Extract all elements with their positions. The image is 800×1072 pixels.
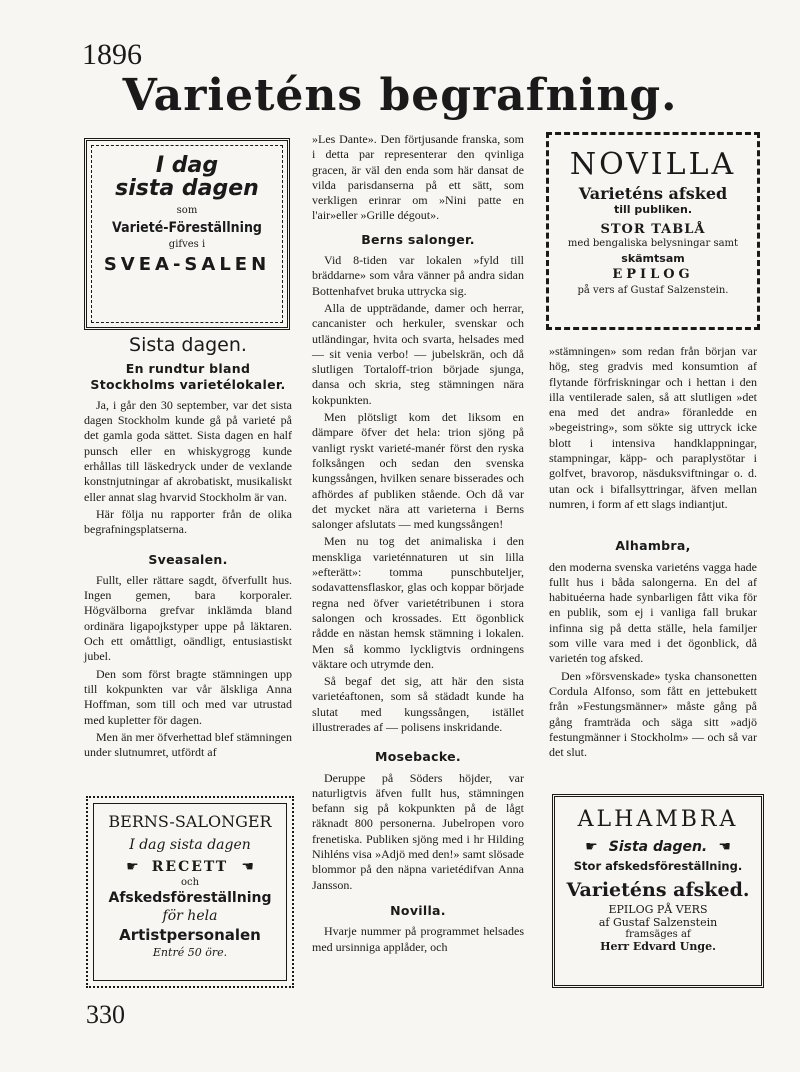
page-number: 330 <box>86 1000 125 1029</box>
column-2 <box>312 132 524 957</box>
ad-alhambra-line5: EPILOG PÅ VERS <box>608 903 708 916</box>
ad-novilla-line5: med bengaliska belysningar samt <box>567 238 739 249</box>
paragraph: Fullt, eller rättare sagdt, öfverfullt hus. Ingen gemen, bara korporaler. Högvälborna grefvar inklämda bland ordinära ligapojkstyper uppe på läktaren. Och ett omåttligt, oändligt, entusiastiskt jubel. <box>84 572 292 664</box>
paragraph: Alla de uppträdande, damer och herrar, cancanister och herkuler, svenskar och utländingar, hvita och svarta, helsades med — sit venia verbo! — jubelskrän, och då slutligen Tortaloff-trion började sjunga, dansa och skria, steg stämningen nära kokpunkten. <box>312 300 524 407</box>
ad-novilla-line7: EPILOG <box>612 267 694 282</box>
pointing-hand-icon: ☛ <box>585 839 598 855</box>
pointing-hand-icon: ☚ <box>241 859 254 875</box>
ad-alhambra-line1: ALHAMBRA <box>577 807 739 832</box>
section-title-mosebacke: Mosebacke. <box>375 749 461 765</box>
ad-novilla <box>546 132 760 330</box>
ad-svea <box>84 138 290 330</box>
ad-alhambra-line4: Varieténs afsked. <box>566 879 750 901</box>
heading-sista-dagen: Sista dagen. <box>129 334 247 356</box>
ad-svea-line3: som <box>176 205 198 216</box>
year: 1896 <box>82 38 142 71</box>
ad-berns-line6: för hela <box>162 908 218 924</box>
ad-berns-line1: BERNS-SALONGER <box>108 812 272 831</box>
ad-novilla-line4: STOR TABLÅ <box>600 222 706 237</box>
ad-berns-line4: och <box>180 877 200 888</box>
ad-novilla-line2: Varieténs afsked <box>578 184 728 203</box>
paragraph: Den »försvenskade» tyska chansonetten Cordula Alfonso, som fått en jettebukett från »Festungsmänner» måste gång på gång framträda och säga sitt »adjö festungmänner i Stockholm» — och så var det slut. <box>549 668 757 760</box>
ad-berns-line2: I dag sista dagen <box>129 837 251 853</box>
section-title-sveasalen: Sveasalen. <box>148 551 228 567</box>
ad-alhambra-line2: Sista dagen. <box>608 839 708 855</box>
paragraph: »stämningen» som redan från början var hög, steg gradvis med konsumtion af flytande förfriskningar och i hettan i den illa ventilerade salen, så att slutligen »det ena med det andra» föranledde en »begeistring», som sökte sig uttryck icke blott i intensiva handklappningar, stampningar, käpp- och paraplystötar i golfvet, bravorop, näsduksviftningar o. d. utan ock i bifallsyttringar, äfven mellan numren, i form af ett slags indiantjut. <box>549 344 757 511</box>
ad-novilla-line6: skämtsam <box>621 252 685 265</box>
section-title-berns: Berns salonger. <box>361 231 475 247</box>
ad-berns-line5: Afskedsföreställning <box>108 890 272 906</box>
section-title-novilla: Novilla. <box>390 902 446 918</box>
column-3 <box>549 344 757 762</box>
paragraph: Men än mer öfverhettad blef stämningen under slutnumret, utfördt af <box>84 729 292 760</box>
paragraph: Den som först bragte stämningen upp till kokpunkten var vår älskliga Anna Hoffman, som till och med var utrustad med kupletter för dagen. <box>84 666 292 727</box>
ad-berns-line7: Artistpersonalen <box>119 926 261 944</box>
ad-svea-line5: gifves i <box>168 239 206 250</box>
ad-svea-line1: I dag <box>155 153 219 178</box>
paragraph: »Les Dante». Den förtjusande franska, som i detta par representerar den qvinliga gracen, är väl den enda som här dansat de vilda parisdanserna på ett sätt, som verkligen erinrar om »Nini patte en l'air»eller »Grille dégout». <box>312 132 524 223</box>
ad-novilla-line1: NOVILLA <box>569 147 737 182</box>
subheading: En rundtur bland Stockholms varietélokaler. <box>90 361 286 392</box>
page-title: Varieténs begrafning. <box>122 70 678 121</box>
ad-alhambra-line8: Herr Edvard Unge. <box>600 940 716 953</box>
ad-alhambra-line3: Stor afskedsföreställning. <box>573 859 743 873</box>
section-title-alhambra: Alhambra, <box>615 538 691 554</box>
ad-svea-line6: SVEA-SALEN <box>103 254 271 275</box>
ad-alhambra <box>552 794 764 988</box>
ad-svea-line2: sista dagen <box>115 176 259 201</box>
ad-svea-line4: Varieté-Föreställning <box>112 220 262 236</box>
ad-berns <box>86 796 294 988</box>
paragraph: Men nu tog det animaliska i den menskliga varieténnaturen ut sin lilla »efterätt»: tomma punschbuteljer, sodavattensflaskor, glas och koppar började regna ned öfver varietétribunen i stora salongen och krossades. Ett ögonblick rådde en nästan hemsk stämning i lokalen. Men så kommo lyckligtvis ordningens väktare och utrymde den. <box>312 534 524 671</box>
ad-alhambra-line2-row <box>555 836 761 855</box>
pointing-hand-icon: ☛ <box>126 859 139 875</box>
ad-berns-line3: RECETT <box>151 859 229 875</box>
pointing-hand-icon: ☚ <box>718 839 731 855</box>
paragraph: Vid 8-tiden var lokalen »fyld till bräddarne» som våra vänner på andra sidan Bottenhafvet bruka uttrycka sig. <box>312 253 524 298</box>
paragraph: Men plötsligt kom det liksom en dämpare öfver det hela: trion sjöng på vanligt ryskt varieté-manér först den ryska folksången och sedan den svenska kungssången, hvilken senare bisserades och afhördes af publiken stående. Och då var det mycket nära att varieterna i Berns salonger afslutats — med kungssången! <box>312 410 524 532</box>
ad-alhambra-line6: af Gustaf Salzenstein <box>598 916 718 929</box>
ad-alhambra-line7: framsäges af <box>625 929 691 940</box>
ad-berns-line8: Entré 50 öre. <box>152 946 228 959</box>
paragraph: den moderna svenska varieténs vagga hade fullt hus i båda salongerna. En del af habituéerna hade synbarligen fått vika för en publik, som ej i vanliga fall brukar infinna sig på detta ställe, hela familjer som ville vara med i det ögonblick, då varietén tog afsked. <box>549 559 757 666</box>
paragraph: Här följa nu rapporter från de olika begrafningsplatserna. <box>84 506 292 537</box>
ad-novilla-line3: till publiken. <box>613 203 692 216</box>
paragraph: Ja, i går den 30 september, var det sista dagen Stockholm kunde gå på varieté på det gamla goda sättet. Sista dagen en half punsch eller en whiskygrogg kunde erhållas till läskedryck under de vexlande konstnjutningar af akrobatiskt, musikaliskt eller annat slag hvarvid Stockholm är van. <box>84 397 292 504</box>
ad-novilla-line8: på vers af Gustaf Salzenstein. <box>577 285 729 296</box>
column-1 <box>84 334 292 762</box>
paragraph: Deruppe på Söders höjder, var naturligtvis äfven fullt hus, stämningen befann sig på kokpunkten på de lågt räknadt 800 personerna. Jubelropen voro frenetiska. Publiken sjöng med i hr Hilding Nihléns visa »Adjö med den!» samt slösade blommor på den näpna varietédifvan Anna Jansson. <box>312 770 524 892</box>
paragraph: Hvarje nummer på programmet helsades med ursinniga applåder, och <box>312 924 524 954</box>
paragraph: Så begaf det sig, att här den sista varietéaftonen, som så städadt kunde ha slutat med kungssången, istället illustrerades af — polisens inskridande. <box>312 674 524 734</box>
